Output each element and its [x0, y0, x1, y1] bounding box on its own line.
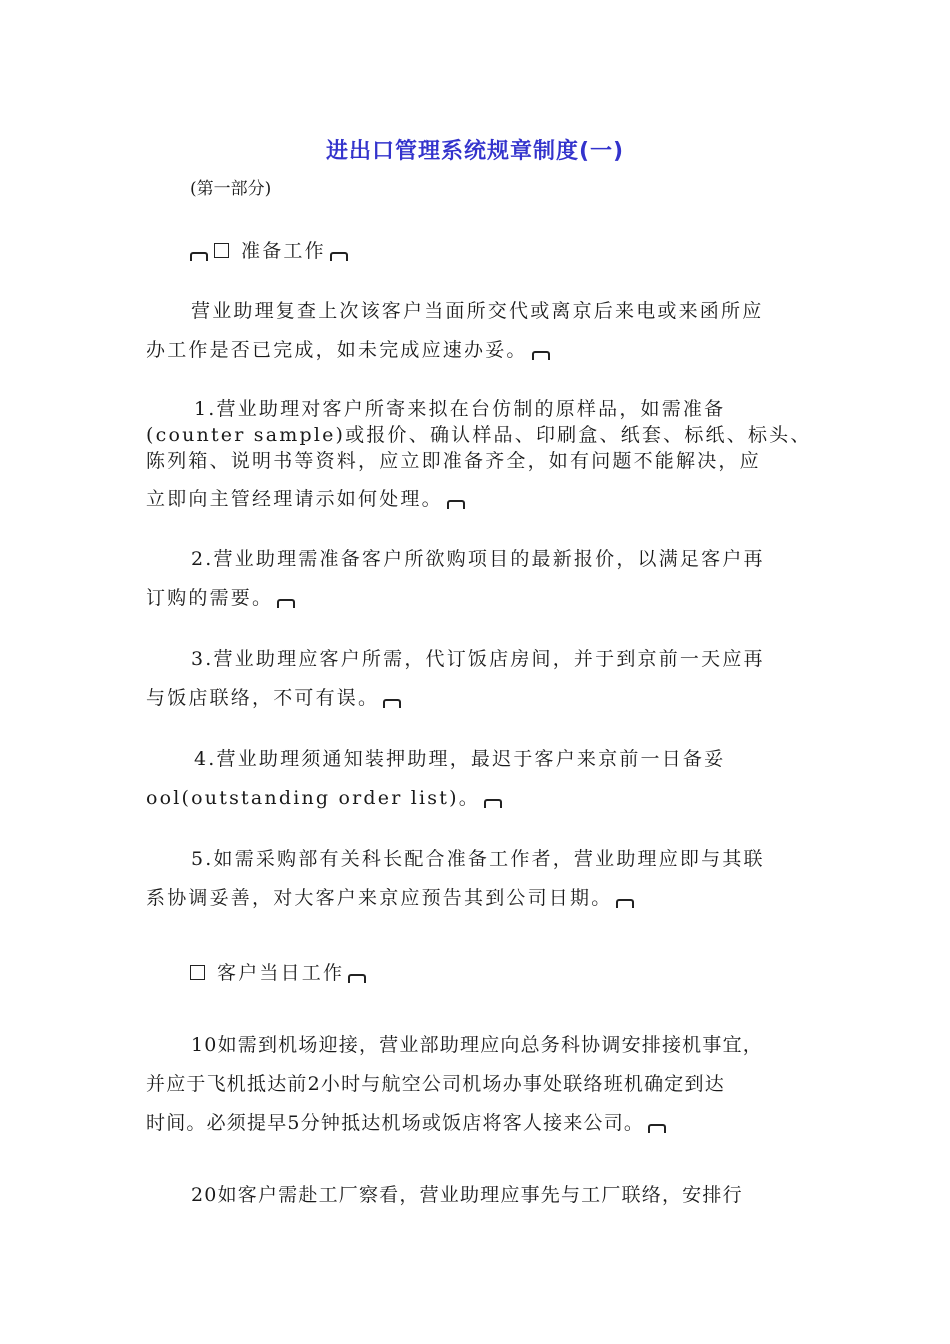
paragraph-mark-icon: [532, 351, 550, 360]
document-title: 进出口管理系统规章制度(一): [325, 139, 625, 164]
section-heading-client-day: [190, 958, 366, 985]
paragraph-mark-icon: [447, 500, 465, 509]
paragraph-line: 4.营业助理须通知装押助理，最迟于客户来京前一日备妥: [194, 748, 726, 770]
paragraph-line: 陈列箱、说明书等资料，应立即准备齐全，如有问题不能解决，应: [146, 450, 761, 472]
paragraph-line: 时间。必须提早5分钟抵达机场或饭店将客人接来公司。: [146, 1104, 816, 1143]
paragraph-line: 系协调妥善，对大客户来京应预告其到公司日期。: [146, 879, 816, 918]
paragraph-mark-icon: [330, 252, 348, 261]
paragraph-line: 立即向主管经理请示如何处理。: [146, 486, 816, 512]
section-heading-preparation: [190, 236, 348, 263]
paragraph-item-3: [146, 640, 816, 718]
paragraph-item-10: [146, 1026, 816, 1143]
paragraph-mark-icon: [190, 252, 208, 261]
paragraph-intro: [146, 292, 816, 370]
paragraph-line: 5.如需采购部有关科长配合准备工作者，营业助理应即与其联: [191, 848, 765, 870]
paragraph-mark-icon: [484, 799, 502, 808]
paragraph-line: (counter sample)或报价、确认样品、印刷盒、纸套、标纸、标头、: [146, 424, 812, 446]
paragraph-line: 1.营业助理对客户所寄来拟在台仿制的原样品，如需准备: [194, 398, 726, 420]
paragraph-line: 3.营业助理应客户所需，代订饭店房间，并于到京前一天应再: [191, 648, 765, 670]
paragraph-mark-icon: [648, 1124, 666, 1133]
paragraph-item-20: [146, 1176, 816, 1215]
paragraph-item-1: [146, 396, 816, 512]
section-heading-label: 准备工作: [241, 240, 326, 262]
paragraph-line: 订购的需要。: [146, 579, 816, 618]
document-subtitle: (第一部分): [190, 179, 272, 199]
paragraph-mark-icon: [383, 699, 401, 708]
paragraph-line: 20如客户需赴工厂察看，营业助理应事先与工厂联络，安排行: [191, 1184, 743, 1206]
paragraph-line: 办工作是否已完成，如未完成应速办妥。: [146, 331, 816, 370]
checkbox-square-icon: [214, 243, 229, 258]
paragraph-line: 2.营业助理需准备客户所欲购项目的最新报价，以满足客户再: [191, 548, 765, 570]
paragraph-mark-icon: [616, 899, 634, 908]
paragraph-line: ool(outstanding order list)。: [146, 779, 816, 818]
paragraph-item-2: [146, 540, 816, 618]
paragraph-line: 营业助理复查上次该客户当面所交代或离京后来电或来函所应: [191, 300, 764, 322]
paragraph-line: 与饭店联络，不可有误。: [146, 679, 816, 718]
paragraph-item-5: [146, 840, 816, 918]
section-heading-label: 客户当日工作: [217, 962, 345, 984]
paragraph-line: 10如需到机场迎接，营业部助理应向总务科协调安排接机事宜，: [191, 1034, 763, 1056]
paragraph-mark-icon: [277, 599, 295, 608]
paragraph-item-4: [146, 740, 816, 818]
paragraph-mark-icon: [348, 974, 366, 983]
checkbox-square-icon: [190, 965, 205, 980]
paragraph-line: 并应于飞机抵达前2小时与航空公司机场办事处联络班机确定到达: [146, 1073, 725, 1095]
